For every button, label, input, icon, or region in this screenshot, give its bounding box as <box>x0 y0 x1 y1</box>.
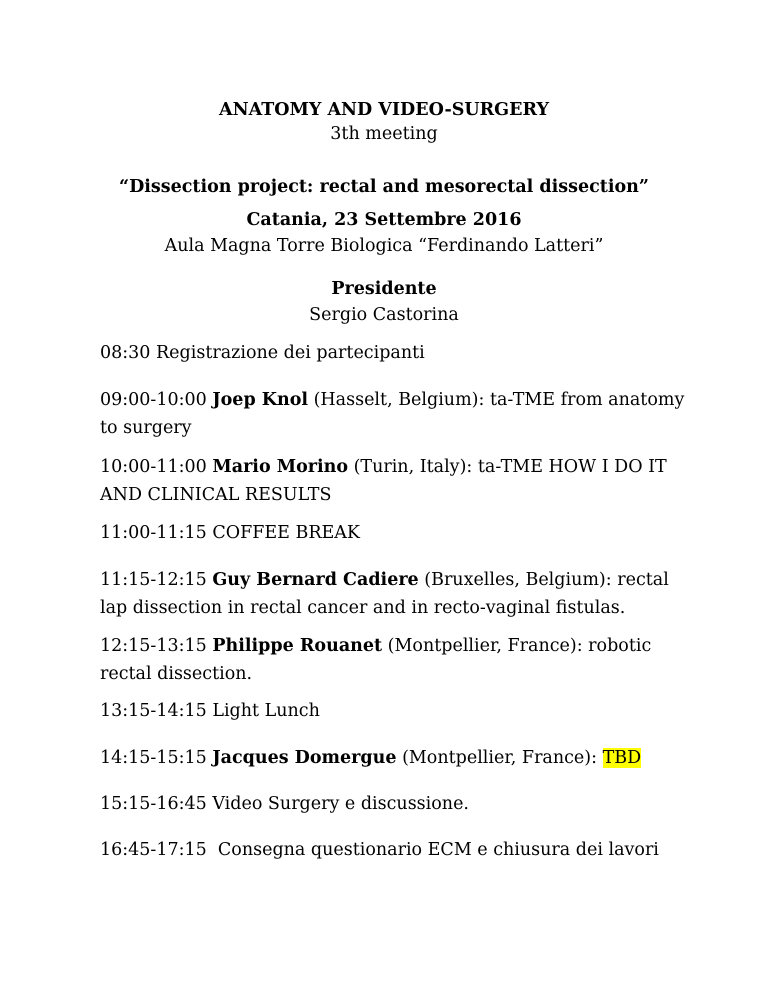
meeting-number: 3th meeting <box>330 124 438 144</box>
item-text: COFFEE BREAK <box>206 523 361 543</box>
schedule-item <box>100 836 700 864</box>
item-time: 15:15-16:45 <box>100 794 207 814</box>
schedule-item <box>100 453 700 509</box>
item-text: Registrazione dei partecipanti <box>150 343 425 363</box>
schedule-item <box>100 790 700 818</box>
item-text: (Montpellier, France): <box>396 748 603 768</box>
schedule-item <box>100 339 700 367</box>
president-name: Sergio Castorina <box>309 305 459 325</box>
schedule-item <box>100 632 700 688</box>
project-title: “Dissection project: rectal and mesorectal dissection” <box>119 177 649 197</box>
item-text: (Montpellier, France): robotic rectal dissection. <box>100 636 652 684</box>
item-speaker: Guy Bernard Cadiere <box>212 570 419 590</box>
schedule-item <box>100 519 700 547</box>
item-speaker: Jacques Domergue <box>212 748 397 768</box>
item-time: 11:15-12:15 <box>100 570 207 590</box>
schedule-item <box>100 697 700 725</box>
schedule-item <box>100 566 700 622</box>
document-title: ANATOMY AND VIDEO-SURGERY <box>219 100 549 120</box>
item-text: (Turin, Italy): ta-TME HOW I DO IT AND CLINICAL RESULTS <box>100 457 667 505</box>
item-time: 09:00-10:00 <box>100 390 207 410</box>
schedule-item <box>100 744 700 772</box>
item-time: 10:00-11:00 <box>100 457 207 477</box>
item-time: 11:00-11:15 <box>100 523 207 543</box>
item-speaker: Philippe Rouanet <box>212 636 383 656</box>
highlighted-text: TBD <box>602 748 642 768</box>
schedule-item <box>100 386 700 442</box>
president-label: Presidente <box>331 279 437 299</box>
city-date: Catania, 23 Settembre 2016 <box>246 210 522 230</box>
item-time: 16:45-17:15 <box>100 840 207 860</box>
item-text: Light Lunch <box>206 701 320 721</box>
item-text: Video Surgery e discussione. <box>206 794 469 814</box>
item-time: 08:30 <box>100 343 151 363</box>
item-speaker: Mario Morino <box>212 457 349 477</box>
item-time: 12:15-13:15 <box>100 636 207 656</box>
item-time: 13:15-14:15 <box>100 701 207 721</box>
item-text: (Hasselt, Belgium): ta-TME from anatomy to surgery <box>100 390 685 438</box>
item-speaker: Joep Knol <box>212 390 309 410</box>
item-text: Consegna questionario ECM e chiusura dei lavori <box>206 840 659 860</box>
item-time: 14:15-15:15 <box>100 748 207 768</box>
item-text: (Bruxelles, Belgium): rectal lap dissection in rectal cancer and in recto-vaginal fistulas. <box>100 570 669 618</box>
venue: Aula Magna Torre Biologica “Ferdinando Latteri” <box>164 236 604 256</box>
